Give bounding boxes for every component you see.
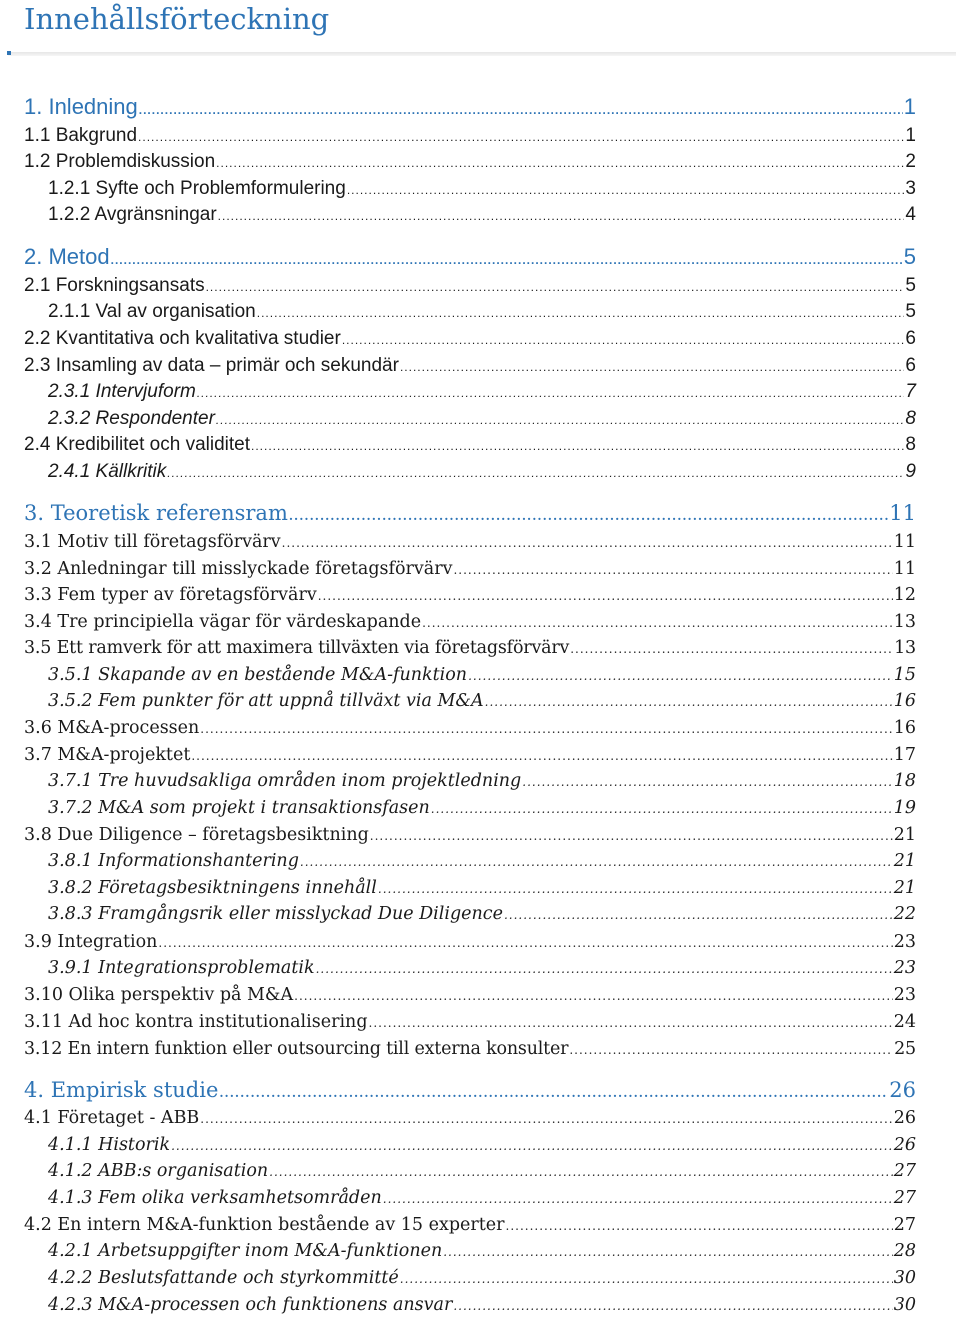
toc-page-number: 6: [905, 355, 916, 376]
toc-page-number: 21: [893, 851, 916, 871]
toc-entry[interactable]: [24, 1105, 916, 1131]
dot-leader: [316, 956, 893, 982]
toc-page-number: 21: [893, 878, 916, 898]
toc-page-number: 16: [893, 718, 916, 738]
toc-page-number: 11: [893, 532, 916, 552]
toc-entry-label: 3.5.2 Fem punkter för att uppnå tillväxt via M&A: [48, 691, 484, 711]
toc-entry[interactable]: [24, 353, 916, 379]
toc-entry-label: 4.2.2 Beslutsfattande och styrkommitté: [48, 1268, 399, 1288]
toc-entry-label: 2.1 Forskningsansats: [24, 275, 205, 296]
toc-page-number: 27: [893, 1215, 916, 1235]
toc-entry-label: 1.2 Problemdiskussion: [24, 151, 216, 172]
toc-page-number: 30: [893, 1268, 916, 1288]
dot-leader: [369, 1010, 893, 1036]
toc-entry-label: 4.2.3 M&A-processen och funktionens ansvar: [48, 1295, 453, 1315]
dot-leader: [400, 354, 904, 380]
toc-entry-label: 1.2.2 Avgränsningar: [48, 204, 217, 225]
toc-entry[interactable]: [24, 929, 916, 955]
dot-leader: [269, 1159, 893, 1185]
toc-entry[interactable]: [24, 609, 916, 635]
toc-entry[interactable]: [24, 742, 916, 768]
toc-entry-label: 3.7.2 M&A som projekt i transaktionsfasen: [48, 798, 430, 818]
toc-entry-label: 2.2 Kvantitativa och kvalitativa studier: [24, 328, 341, 349]
toc-entry-label: 3.5 Ett ramverk för att maximera tillväxten via företagsförvärv: [24, 638, 570, 658]
toc-entry-label: 4.2 En intern M&A-funktion bestående av 15 experter: [24, 1215, 505, 1235]
toc-entry[interactable]: [24, 715, 916, 741]
dot-leader: [522, 769, 892, 795]
toc-page-number: 5: [903, 244, 916, 269]
toc-page-number: 13: [893, 612, 916, 632]
toc-entry-label: 3.5.1 Skapande av en bestående M&A-funktion: [48, 665, 468, 685]
toc-entry-label: 3. Teoretisk referensram: [24, 501, 288, 525]
toc-page-number: 18: [893, 771, 916, 791]
toc-entry-label: 3.11 Ad hoc kontra institutionalisering: [24, 1012, 368, 1032]
toc-page-number: 30: [893, 1295, 916, 1315]
toc-entry-label: 3.12 En intern funktion eller outsourcing till externa konsulter: [24, 1039, 569, 1059]
toc-entry[interactable]: [48, 459, 916, 485]
toc-entry[interactable]: [48, 1132, 916, 1158]
dot-leader: [167, 460, 904, 486]
toc-chapter-1[interactable]: [24, 94, 916, 120]
dot-leader: [342, 327, 905, 353]
toc-entry[interactable]: [24, 982, 916, 1008]
toc-entry-label: 2.1.1 Val av organisation: [48, 301, 256, 322]
toc-entry[interactable]: [48, 1265, 916, 1291]
toc-chapter-3[interactable]: [24, 500, 916, 526]
dot-leader: [347, 177, 905, 203]
dot-leader: [219, 1080, 888, 1106]
toc-entry[interactable]: [48, 955, 916, 981]
dot-leader: [400, 1266, 893, 1292]
toc-entry-label: 4.1.3 Fem olika verksamhetsområden: [48, 1188, 382, 1208]
dot-leader: [318, 583, 893, 609]
toc-entry[interactable]: [48, 1158, 916, 1184]
toc-page-number: 5: [905, 275, 916, 296]
toc-page-number: 19: [893, 798, 916, 818]
toc-entry[interactable]: [24, 822, 916, 848]
toc-page-number: 5: [905, 301, 916, 322]
toc-page-number: 7: [905, 381, 916, 402]
dot-leader: [506, 1213, 893, 1239]
toc-page-number: 1: [905, 125, 916, 146]
toc-entry[interactable]: [24, 1036, 916, 1062]
toc-entry-label: 2.3 Insamling av data – primär och sekundär: [24, 355, 399, 376]
dot-leader: [370, 823, 893, 849]
dot-leader: [431, 796, 893, 822]
dot-leader: [378, 876, 893, 902]
dot-leader: [453, 557, 892, 583]
toc-page-number: 22: [893, 904, 916, 924]
dot-leader: [422, 610, 893, 636]
toc-entry-label: 1. Inledning: [24, 94, 138, 119]
toc-entry[interactable]: [24, 123, 916, 149]
toc-page-number: 28: [893, 1241, 916, 1261]
toc-page-number: 24: [893, 1012, 916, 1032]
toc-entry-label: 1.2.1 Syfte och Problemformulering: [48, 178, 346, 199]
dot-leader: [453, 1293, 892, 1319]
toc-entry-label: 2.3.2 Respondenter: [48, 408, 215, 429]
toc-entry-label: 3.8.2 Företagsbesiktningens innehåll: [48, 878, 377, 898]
toc-page-number: 23: [893, 958, 916, 978]
dot-leader: [251, 433, 904, 459]
toc-entry[interactable]: [48, 1292, 916, 1318]
toc-entry[interactable]: [24, 556, 916, 582]
toc-entry-label: 4.1.2 ABB:s organisation: [48, 1161, 269, 1181]
toc-entry[interactable]: [48, 202, 916, 228]
toc-entry-label: 2.4 Kredibilitet och validitet: [24, 434, 251, 455]
toc-page-number: 4: [905, 204, 916, 225]
dot-leader: [191, 743, 892, 769]
toc-entry[interactable]: [48, 901, 916, 927]
toc-entry-label: 3.9.1 Integrationsproblematik: [48, 958, 315, 978]
toc-page-number: 26: [893, 1108, 916, 1128]
toc-entry[interactable]: [24, 326, 916, 352]
toc-page-number: 11: [893, 559, 916, 579]
dot-leader: [197, 380, 905, 406]
toc-entry-label: 2.3.1 Intervjuform: [48, 381, 196, 402]
toc-entry-label: 3.4 Tre principiella vägar för värdeskapande: [24, 612, 422, 632]
toc-entry-label: 3.8.1 Informationshantering: [48, 851, 299, 871]
toc-entry[interactable]: [24, 1212, 916, 1238]
toc-entry[interactable]: [48, 848, 916, 874]
toc-page-number: 11: [889, 501, 916, 525]
dot-leader: [485, 689, 893, 715]
dot-leader: [257, 300, 905, 326]
toc-entry-label: 4.1.1 Historik: [48, 1135, 171, 1155]
toc-entry-label: 3.1 Motiv till företagsförvärv: [24, 532, 281, 552]
toc-entry[interactable]: [24, 1009, 916, 1035]
toc-entry-label: 4.1 Företaget - ABB: [24, 1108, 200, 1128]
toc-entry[interactable]: [48, 768, 916, 794]
toc-page-number: 26: [889, 1078, 916, 1102]
toc-entry[interactable]: [24, 149, 916, 175]
toc-entry-label: 1.1 Bakgrund: [24, 125, 138, 146]
dot-leader: [216, 407, 905, 433]
toc-entry-label: 3.10 Olika perspektiv på M&A: [24, 985, 294, 1005]
dot-leader: [468, 663, 893, 689]
toc-entry-label: 3.8 Due Diligence – företagsbesiktning: [24, 825, 369, 845]
toc-entry-label: 3.3 Fem typer av företagsförvärv: [24, 585, 317, 605]
toc-entry[interactable]: [24, 432, 916, 458]
toc-page-number: 12: [893, 585, 916, 605]
toc-entry[interactable]: [24, 529, 916, 555]
dot-leader: [139, 97, 903, 123]
toc-entry[interactable]: [24, 582, 916, 608]
toc-entry[interactable]: [48, 406, 916, 432]
toc-chapter-4[interactable]: [24, 1077, 916, 1103]
toc-entry[interactable]: [48, 176, 916, 202]
toc-entry[interactable]: [48, 795, 916, 821]
toc-page-number: 1: [903, 94, 916, 119]
toc-entry[interactable]: [48, 299, 916, 325]
toc-entry-label: 3.8.3 Framgångsrik eller misslyckad Due Diligence: [48, 904, 503, 924]
dot-leader: [504, 902, 893, 928]
toc-entry[interactable]: [48, 688, 916, 714]
toc-page-number: 3: [905, 178, 916, 199]
toc-entry[interactable]: [48, 662, 916, 688]
dot-leader: [289, 503, 888, 529]
toc-page-number: 13: [894, 638, 916, 658]
dot-leader: [111, 247, 903, 273]
dot-leader: [282, 530, 893, 556]
dot-leader: [383, 1186, 893, 1212]
toc-chapter-2[interactable]: [24, 244, 916, 270]
toc-page-number: 17: [893, 745, 916, 765]
toc-entry-label: 3.9 Integration: [24, 932, 158, 952]
toc-page-number: 15: [893, 665, 916, 685]
dot-leader: [300, 849, 893, 875]
toc-entry-label: 2. Metod: [24, 244, 110, 269]
dot-leader: [569, 1037, 893, 1063]
toc-page-number: 8: [905, 408, 916, 429]
toc-entry-label: 3.7.1 Tre huvudsakliga områden inom projektledning: [48, 771, 522, 791]
toc-page-number: 2: [905, 151, 916, 172]
dot-leader: [206, 274, 905, 300]
dot-leader: [294, 983, 893, 1009]
dot-leader: [138, 124, 904, 150]
toc-page-number: 6: [905, 328, 916, 349]
dot-leader: [158, 930, 892, 956]
toc-page-number: 8: [905, 434, 916, 455]
toc-entry[interactable]: [48, 1238, 916, 1264]
dot-leader: [443, 1239, 892, 1265]
toc-page-number: 16: [893, 691, 916, 711]
toc-page-number: 23: [893, 985, 916, 1005]
toc-entry-label: 4.2.1 Arbetsuppgifter inom M&A-funktionen: [48, 1241, 443, 1261]
dot-leader: [570, 636, 893, 662]
toc-entry[interactable]: [48, 1185, 916, 1211]
toc-page-number: 23: [893, 932, 916, 952]
toc-page-number: 9: [905, 461, 916, 482]
toc-entry[interactable]: [48, 875, 916, 901]
toc-page-number: 27: [893, 1161, 916, 1181]
dot-leader: [218, 203, 905, 229]
toc-page-number: 25: [894, 1039, 916, 1059]
toc-entry[interactable]: [48, 379, 916, 405]
page-title: Innehållsförteckning: [24, 2, 330, 36]
toc-entry-label: 3.2 Anledningar till misslyckade företagsförvärv: [24, 559, 453, 579]
toc-entry-label: 3.7 M&A-projektet: [24, 745, 191, 765]
toc-page-number: 27: [893, 1188, 916, 1208]
dot-leader: [200, 716, 892, 742]
dot-leader: [171, 1133, 893, 1159]
toc-entry-label: 3.6 M&A-processen: [24, 718, 200, 738]
toc-page-number: 21: [893, 825, 916, 845]
toc-entry[interactable]: [24, 273, 916, 299]
toc-entry[interactable]: [24, 635, 916, 661]
toc-entry-label: 2.4.1 Källkritik: [48, 461, 167, 482]
toc-entry-label: 4. Empirisk studie: [24, 1078, 219, 1102]
dot-leader: [200, 1106, 892, 1132]
toc-page-number: 26: [893, 1135, 916, 1155]
dot-leader: [216, 150, 904, 176]
